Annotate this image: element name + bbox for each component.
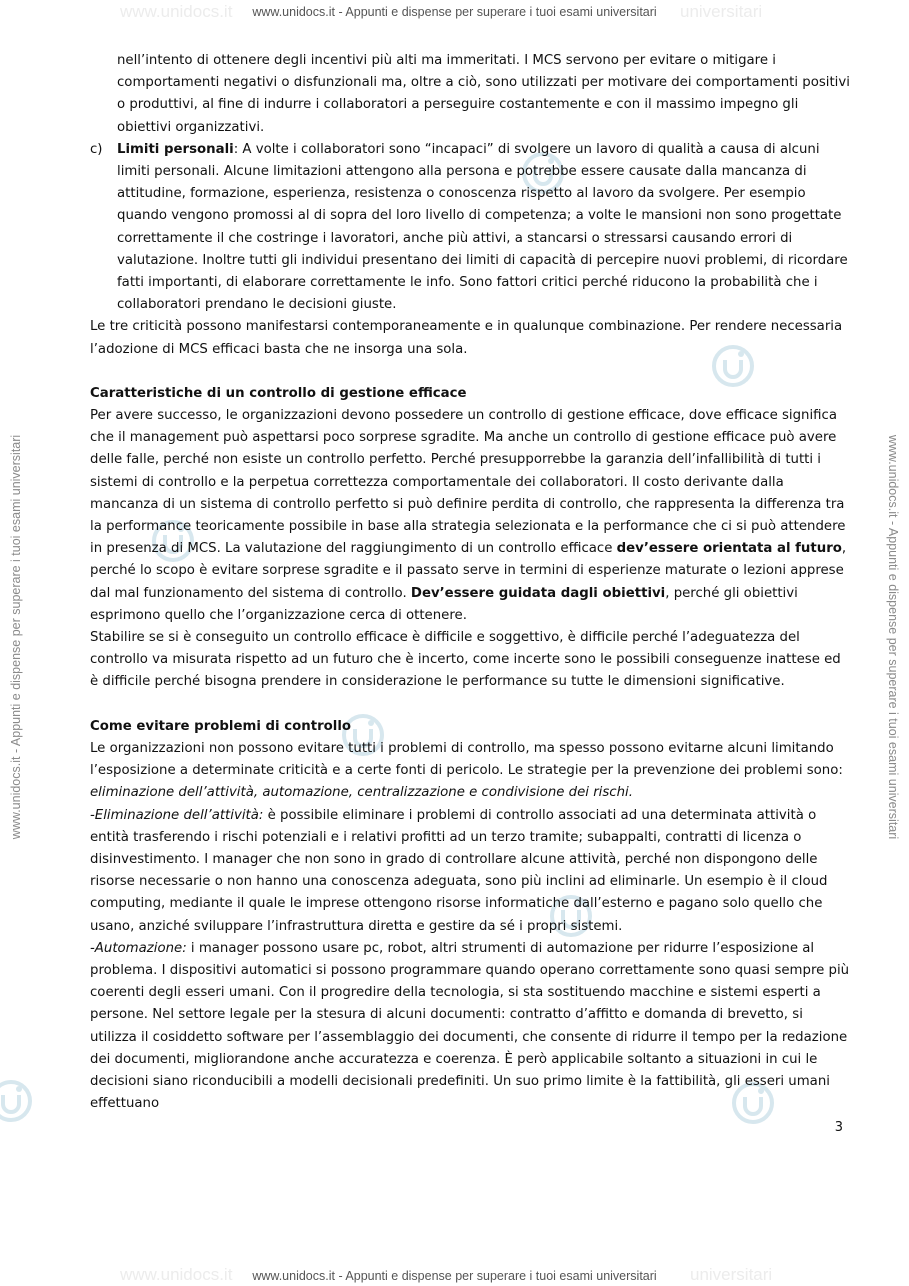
list-item-c-text: : A volte i collaboratori sono “incapaci” di svolgere un lavoro di qualità a causa di alcuni limiti personali. Alcune limitazioni attengono alla persona e potrebbe essere causate dalla mancanza di attitudine, formazione, esperienza, resistenza o conoscenza rispetto al lavoro da svolgere. Per esempio quando vengono promossi al di sopra del loro livello di competenza; a volte le mansioni non sono progettate correttamente il che costringe i lavoratori, anche più attivi, a stancarsi o stressarsi causando errori di valutazione. Inoltre tutti gli individui presentano dei limiti di capacità di percepire nuovi problemi, di ricordare fatti importanti, di elaborare correttamente le info. Sono fattori critici perché riducono la probabilità che i collaboratori prendano le decisioni giuste. <box>117 141 848 313</box>
watermark-ghost-site-bottom: www.unidocs.it <box>120 1265 233 1284</box>
label-eliminazione: -Eliminazione dell’attività: <box>90 807 264 823</box>
section-heading-evitare: Come evitare problemi di controllo <box>90 718 352 734</box>
list-marker-c: c) <box>90 141 103 157</box>
paragraph-stabilire: Stabilire se si è conseguito un controllo efficace è difficile e soggettivo, è difficile perché l’adeguatezza del controllo va misurata rispetto ad un futuro che è incerto, come incerte sono le possibili conseguenze inattese ed è difficile perché bisogna prendere in considerazione le performance su tutte le dimensioni significative. <box>90 630 841 690</box>
paragraph-automazione: -Automazione: i manager possono usare pc, robot, altri strumenti di automazione per ridurre l’esposizione al problema. I dispositivi automatici si possono programmare quando operano correttamente sono quasi sempre più coerenti degli esseri umani. Con il progredire della tecnologia, si sta sostituendo macchine e sistemi esperti a persone. Nel settore legale per la stesura di alcuni documenti: contratto d’affitto e domanda di brevetto, si utilizza il cosiddetto software per l’assemblaggio dei documenti, che consente di ridurre il tempo per la redazione dei documenti, migliorandone anche accuratezza e coerenza. È però applicabile soltanto a situazioni in cui le decisioni siano riconducibili a modelli decisionali predefiniti. Un suo primo limite è la fattibilità, gli esseri umani effettuano <box>90 940 850 1112</box>
watermark-ghost-site: www.unidocs.it <box>120 2 233 21</box>
unidocs-logo-icon <box>0 1078 34 1124</box>
paragraph-tre-criticita: Le tre criticità possono manifestarsi contemporaneamente e in qualunque combinazione. Per rendere necessaria l’adozione di MCS efficaci basta che ne insorga una sola. <box>90 319 843 357</box>
label-automazione: -Automazione: <box>90 940 187 956</box>
strategies-list: eliminazione dell’attività, automazione, centralizzazione e condivisione dei rischi. <box>90 785 633 801</box>
emphasis-futuro: dev’essere orientata al futuro <box>616 541 842 557</box>
paragraph-efficace: Per avere successo, le organizzazioni devono possedere un controllo di gestione efficace, dove efficace significa che il management può aspettarsi poco sorprese sgradite. Ma anche un controllo di gestione efficace può avere delle falle, perché non esiste un controllo perfetto. Perché presupporrebbe la garanzia dell’infallibilità di tutti i sistemi di controllo e la perpetua correttezza comportamentale dei collaboratori. Il costo derivante dalla mancanza di un sistema di controllo perfetto si può definire perdita di controllo, che rappresenta la differenza tra la performance teoricamente possibile in base alla strategia selezionata e la performance che ci si può attendere in presenza di MCS. La valutazione del raggiungimento di un controllo efficace dev’essere orientata al futuro, perché lo scopo è evitare sorprese sgradite e il passato serve in termini di esperienze maturate o lezioni apprese dal mal funzionamento del sistema di controllo. Dev’essere guidata dagli obiettivi, perché gli obiettivi esprimono quello che l’organizzazione cerca di ottenere. <box>90 408 847 623</box>
watermark-header: www.unidocs.it - Appunti e dispense per superare i tuoi esami universitari <box>252 5 657 19</box>
watermark-side-right: www.unidocs.it - Appunti e dispense per superare i tuoi esami universitari <box>886 434 900 840</box>
paragraph-intro-strategie: Le organizzazioni non possono evitare tutti i problemi di controllo, ma spesso possono evitarne alcuni limitando l’esposizione a determinate criticità e a certe fonti di pericolo. Le strategie per la prevenzione dei problemi sono: <box>90 740 843 779</box>
watermark-ghost-tail: universitari <box>680 2 763 21</box>
list-item-c-term: Limiti personali <box>117 141 234 157</box>
list-item-c <box>90 139 850 317</box>
paragraph-b-continuation: nell’intento di ottenere degli incentivi più alti ma immeritati. I MCS servono per evitare o mitigare i comportamenti negativi o disfunzionali ma, oltre a ciò, sono utilizzati per motivare dei comportamenti positivi o produttivi, al fine di indurre i collaboratori a perseguire costantemente e con il massimo impegno gli obiettivi organizzativi. <box>117 53 850 135</box>
emphasis-obiettivi: Dev’essere guidata dagli obiettivi <box>410 585 666 601</box>
document-body <box>90 50 850 1115</box>
watermark-side-left: www.unidocs.it - Appunti e dispense per superare i tuoi esami universitari <box>9 434 23 840</box>
paragraph-eliminazione: -Eliminazione dell’attività: è possibile eliminare i problemi di controllo associati ad una determinata attività o entità trasferendo i rischi potenziali e i relativi profitti ad un terzo tramite; subappalti, contratti di licenza o disinvestimento. I manager che non sono in grado di controllare alcune attività, perché non dispongono delle risorse necessarie o non hanno una conoscenza adeguata, sono più inclini ad eliminarle. Un esempio è il cloud computing, mediante il quale le imprese ottengono risorse informatiche dall’esterno e pagano solo quello che usano, anziché sviluppare l’infrastruttura diretta e gestire da sé i propri sistemi. <box>90 807 828 934</box>
watermark-footer: www.unidocs.it - Appunti e dispense per superare i tuoi esami universitari <box>252 1269 657 1283</box>
page-number: 3 <box>834 1120 843 1135</box>
watermark-ghost-tail-bottom: universitari <box>690 1265 773 1284</box>
section-heading-efficace: Caratteristiche di un controllo di gestione efficace <box>90 385 467 401</box>
